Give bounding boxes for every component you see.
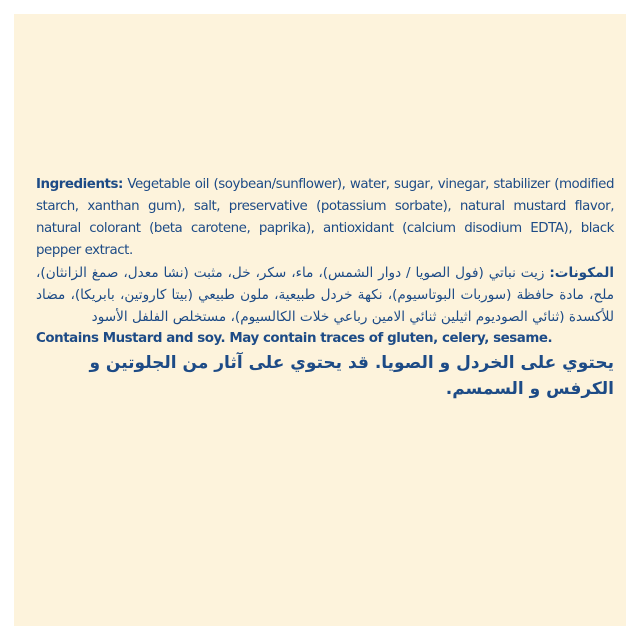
ingredients-label-panel [14, 14, 626, 626]
ingredients-text-arabic: زيت نباتي (فول الصويا / دوار الشمس)، ماء، سكر، خل، مثبت (نشا معدل، صمغ الزانثان)، ملح، مادة حافظة (سوربات البوتاسيوم)، نكهة خردل طبيعية، ملون طبيعي (بيتا كاروتين، بابريكا)، مضاد للأكسدة (ثنائي الصوديوم اثيلين ثنائي الامين رباعي خلات الكالسيوم)، مستخلص الفلفل الأسود [36, 265, 614, 325]
allergen-statement-arabic: يحتوي على الخردل و الصويا. قد يحتوي على آثار من الجلوتين و الكرفس و السمسم. [89, 353, 614, 399]
ingredients-arabic [36, 262, 614, 328]
ingredients-text-english: Vegetable oil (soybean/sunflower), water, sugar, vinegar, stabilizer (modified starch, xanthan gum), salt, preservative (potassium sorbate), natural mustard flavor, natural colorant (beta carotene, paprika), antioxidant (calcium disodium EDTA), black pepper extract. [36, 177, 614, 258]
ingredients-content [36, 174, 614, 402]
allergen-statement-english: Contains Mustard and soy. May contain traces of gluten, celery, sesame. [36, 331, 553, 346]
ingredients-heading-english: Ingredients: [36, 177, 123, 192]
ingredients-english [36, 174, 614, 262]
ingredients-heading-arabic: المكونات: [549, 265, 614, 281]
